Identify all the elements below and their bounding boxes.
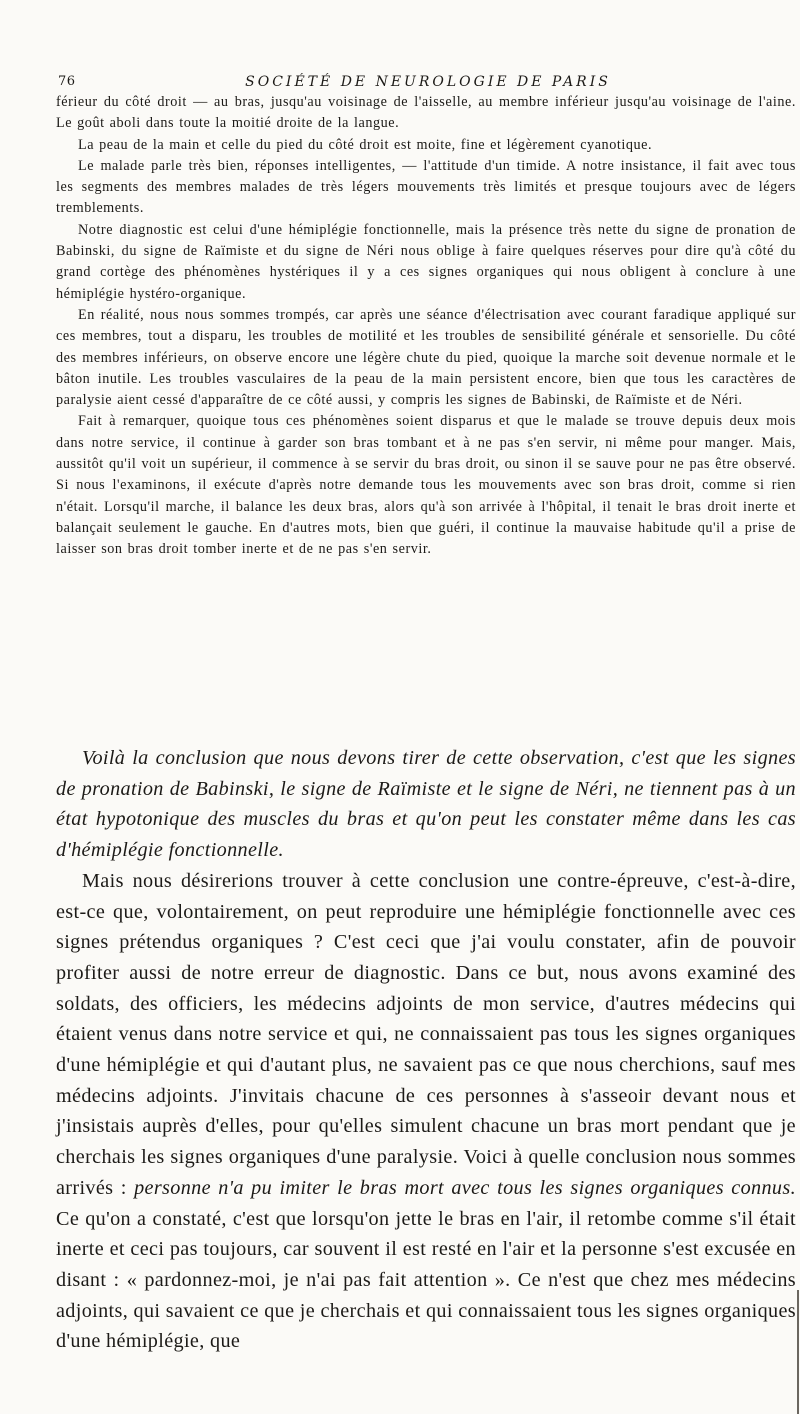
paragraph-text-continued: Ce qu'on a constaté, c'est que lorsqu'on jette le bras en l'air, il retombe comme s'il était inerte et ceci pas toujours, car souvent il est resté en l'air et la personne s'est excusée en disant : « pardonnez-moi, je n'ai pas fait attention ». Ce n'est que chez mes médecins adjoints, qui savaient ce que je cherchais et qui connaissaient tous les signes organiques d'une hémiplégie, que [56,1207,796,1353]
discussion-paragraph [56,866,796,1357]
paragraph: Fait à remarquer, quoique tous ces phénomènes soient disparus et que le malade se trouve depuis deux mois dans notre service, il continue à garder son bras tombant et à ne pas s'en servir, ni même pour manger. Mais, aussitôt qu'il voit un supérieur, il commence à se servir du bras droit, ou sinon il se sauve pour ne pas être observé. Si nous l'examinons, il exécute d'après notre demande tous les mouvements avec son bras droit, comme si rien n'était. Lorsqu'il marche, il balance les deux bras, alors qu'à son arrivée à l'hôpital, il tenait le bras droit inerte et balançait seulement le gauche. En d'autres mots, bien que guéri, il continue la mauvaise habitude qu'il a prise de laisser son bras droit tomber inerte et de ne pas s'en servir. [56,413,796,558]
paragraph: férieur du côté droit — au bras, jusqu'au voisinage de l'aisselle, au membre inférieur jusqu'au voisinage de l'aine. Le goût aboli dans toute la moitié droite de la langue. [56,94,796,132]
page-edge-mark [797,1290,799,1414]
paragraph: Notre diagnostic est celui d'une hémiplégie fonctionnelle, mais la présence très nette du signe de pronation de Babinski, du signe de Raïmiste et du signe de Néri nous oblige à faire quelques réserves pour dire qu'à côté du grand cortège des phénomènes hystériques il y a ces signes organiques qui nous obligent à conclure à une hémiplégie hystéro-organique. [56,221,796,302]
paragraph-text: Mais nous désirerions trouver à cette conclusion une contre-épreuve, c'est-à-dire, est-ce que, volontairement, on peut reproduire une hémiplégie fonctionnelle avec ces signes prétendus organiques ? C'est ceci que j'ai voulu constater, afin de pouvoir profiter aussi de notre erreur de diagnostic. Dans ce but, nous avons examiné des soldats, des officiers, les médecins adjoints de mon service, d'autres médecins qui étaient venus dans notre service et qui, ne connaissaient pas tous les signes organiques d'une hémiplégie et qui d'autant plus, ne savaient pas ce que nous cherchions, sauf mes médecins adjoints. J'invitais chacune de ces personnes à s'asseoir devant nous et j'insistais auprès d'elles, pour qu'elles simulent chacune un bras mort pendant que je cherchais les signes organiques d'une paralysie. Voici à quelle conclusion nous sommes arrivés : [56,869,796,1199]
page-header [58,74,798,94]
paragraph: En réalité, nous nous sommes trompés, car après une séance d'électrisation avec courant faradique appliqué sur ces membres, tout a disparu, les troubles de motilité et les troubles de sensibilité générale et sensorielle. Du côté des membres inférieurs, on observe encore une légère chute du pied, quoique la marche soit devenue normale et le bâton inutile. Les troubles vasculaires de la peau de la main persistent encore, bien que tous les caractères de paralysie aient cessé d'apparaître de ce côté aussi, y compris les signes de Babinski, de Raïmiste et de Néri. [56,306,796,409]
paragraph: Le malade parle très bien, réponses intelligentes, — l'attitude d'un timide. A notre insistance, il fait avec tous les segments des membres malades de très légers mouvements très limités et presque toujours avec de légers tremblements. [56,157,796,217]
paragraph: La peau de la main et celle du pied du côté droit est moite, fine et légèrement cyanotique. [78,136,653,153]
discussion-text [56,743,796,1357]
case-observation-text [56,92,796,561]
running-title: SOCIÉTÉ DE NEUROLOGIE DE PARIS [245,74,611,90]
conclusion-paragraph: Voilà la conclusion que nous devons tirer de cette observation, c'est que les signes de pronation de Babinski, le signe de Raïmiste et le signe de Néri, ne tiennent pas à un état hypotonique des muscles du bras et qu'on peut les constater même dans les cas d'hémiplégie fonctionnelle. [56,747,796,862]
page-number: 76 [58,74,76,89]
emphasized-finding: personne n'a pu imiter le bras mort avec tous les signes organiques connus. [134,1176,796,1199]
